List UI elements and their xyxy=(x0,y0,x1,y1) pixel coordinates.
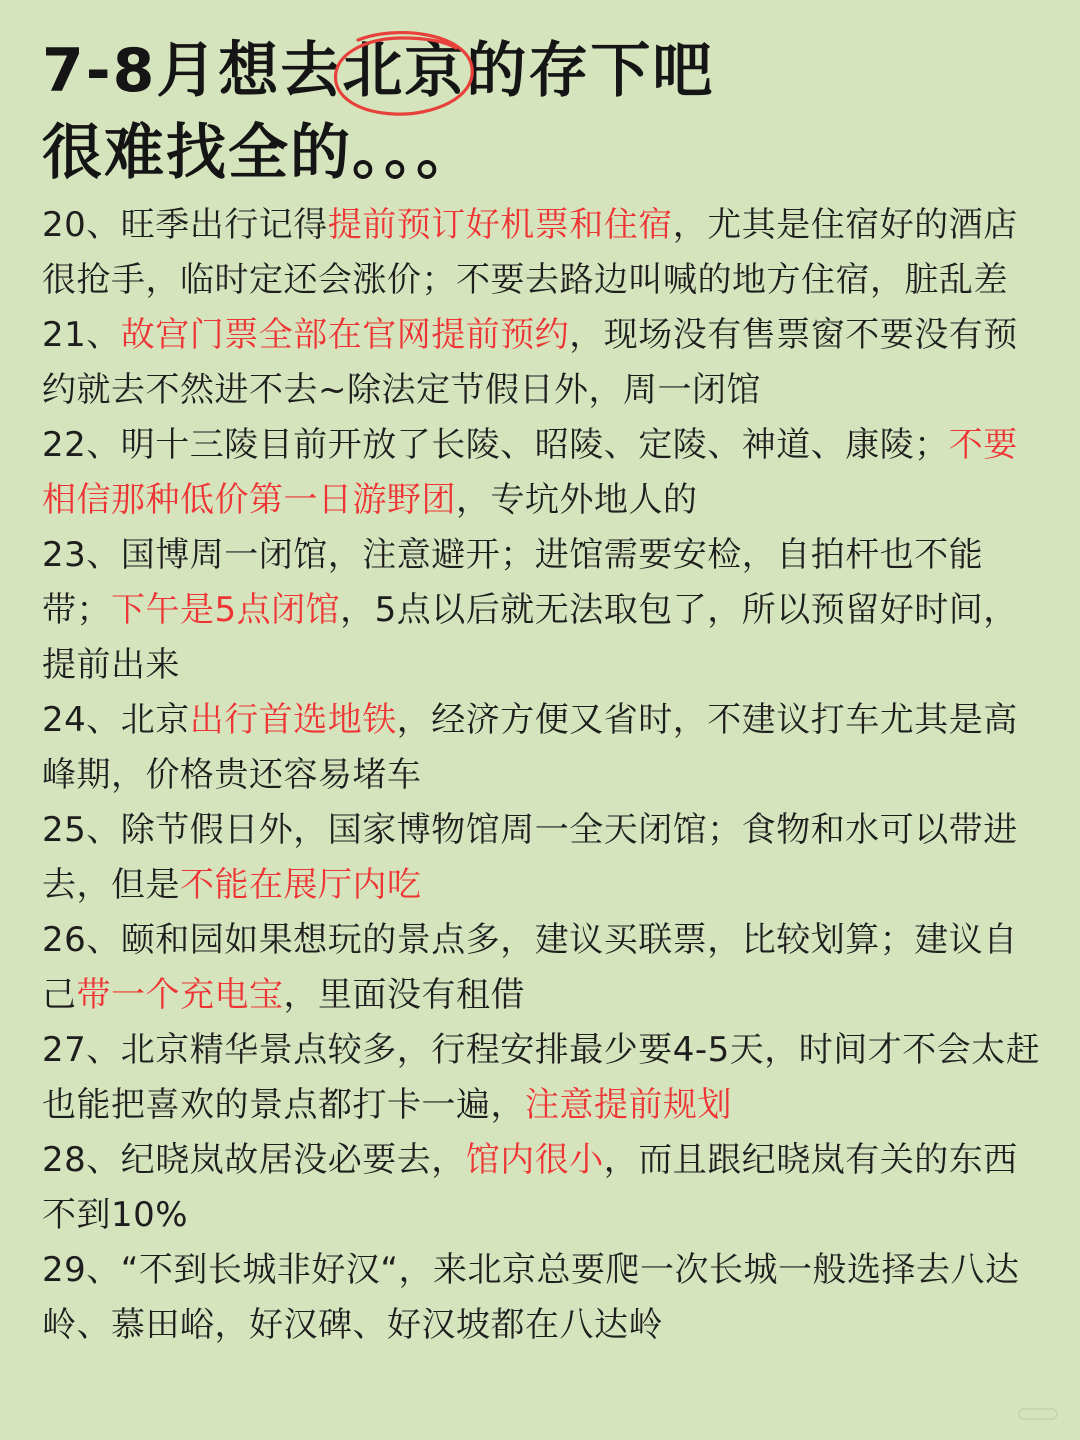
tip-text: 25、除节假日外，国家博物馆周一全天闭馆；食物和水可以带进去，但是 xyxy=(42,810,1018,905)
tip-text: ，经济方便又省时，不建议打车尤其是高峰期，价格贵还容易堵车 xyxy=(42,700,1018,795)
tip-text: 24、北京 xyxy=(42,700,190,740)
tip-text: 23、国博周一闭馆，注意避开；进馆需要安检，自拍杆也不能带； xyxy=(42,535,984,630)
tip-highlight-text: 故宫门票全部在官网提前预约 xyxy=(120,315,570,355)
title-part-after: 的存下吧 xyxy=(466,36,715,106)
tip-item xyxy=(42,1243,1042,1353)
tip-item xyxy=(42,308,1042,418)
title-line-2: 很难找全的。。。 xyxy=(42,118,478,188)
title-block xyxy=(42,30,1042,194)
tip-item xyxy=(42,1023,1042,1133)
tip-highlight-text: 出行首选地铁 xyxy=(189,700,397,740)
tip-item xyxy=(42,528,1042,693)
tip-highlight-text: 不能在展厅内吃 xyxy=(180,865,422,905)
tip-item xyxy=(42,418,1042,528)
tip-item xyxy=(42,198,1042,308)
tip-text: ，现场没有售票窗不要没有预约就去不然进不去~除法定节假日外，周一闭馆 xyxy=(42,315,1018,410)
title-circled-text: 北京 xyxy=(342,36,467,106)
tip-item xyxy=(42,693,1042,803)
tip-text: 22、明十三陵目前开放了长陵、昭陵、定陵、神道、康陵； xyxy=(42,425,949,465)
title-circled-word xyxy=(342,30,466,112)
tip-text: ，5点以后就无法取包了，所以预留好时间，提前出来 xyxy=(42,590,1018,685)
tip-text: 20、旺季出行记得 xyxy=(42,205,328,245)
tip-text: 28、纪晓岚故居没必要去， xyxy=(42,1140,466,1180)
tip-highlight-text: 下午是5点闭馆 xyxy=(111,590,341,630)
tip-highlight-text: 带一个充电宝 xyxy=(76,975,284,1015)
tip-item xyxy=(42,913,1042,1023)
tip-highlight-text: 注意提前规划 xyxy=(525,1085,732,1125)
tip-text: 27、北京精华景点较多，行程安排最少要4-5天，时间才不会太赶也能把喜欢的景点都打卡一遍， xyxy=(42,1030,1041,1125)
tip-text: 21、 xyxy=(42,315,121,355)
tip-highlight-text: 不要相信那种低价第一日游野团 xyxy=(42,425,1018,520)
title-line-1 xyxy=(42,30,1042,112)
tip-text: 26、颐和园如果想玩的景点多，建议买联票，比较划算；建议自己 xyxy=(42,920,1018,1015)
tip-text: 29、“不到长城非好汉“，来北京总要爬一次长城一般选择去八达岭、慕田峪，好汉碑、好汉坡都在八达岭 xyxy=(42,1250,1020,1345)
tip-text: ，而且跟纪晓岚有关的东西不到10% xyxy=(42,1140,1018,1235)
tip-text: ，尤其是住宿好的酒店很抢手，临时定还会涨价；不要去路边叫喊的地方住宿，脏乱差 xyxy=(42,205,1018,300)
tip-text: ，里面没有租借 xyxy=(283,975,525,1015)
title-part-before: 7-8月想去 xyxy=(42,36,343,106)
tip-item xyxy=(42,1133,1042,1243)
watermark-logo-icon xyxy=(1018,1406,1058,1422)
tip-highlight-text: 提前预订好机票和住宿 xyxy=(327,205,673,245)
tip-text: ，专坑外地人的 xyxy=(456,480,698,520)
tip-highlight-text: 馆内很小 xyxy=(465,1140,604,1180)
tips-list xyxy=(42,198,1042,1353)
tip-item xyxy=(42,803,1042,913)
